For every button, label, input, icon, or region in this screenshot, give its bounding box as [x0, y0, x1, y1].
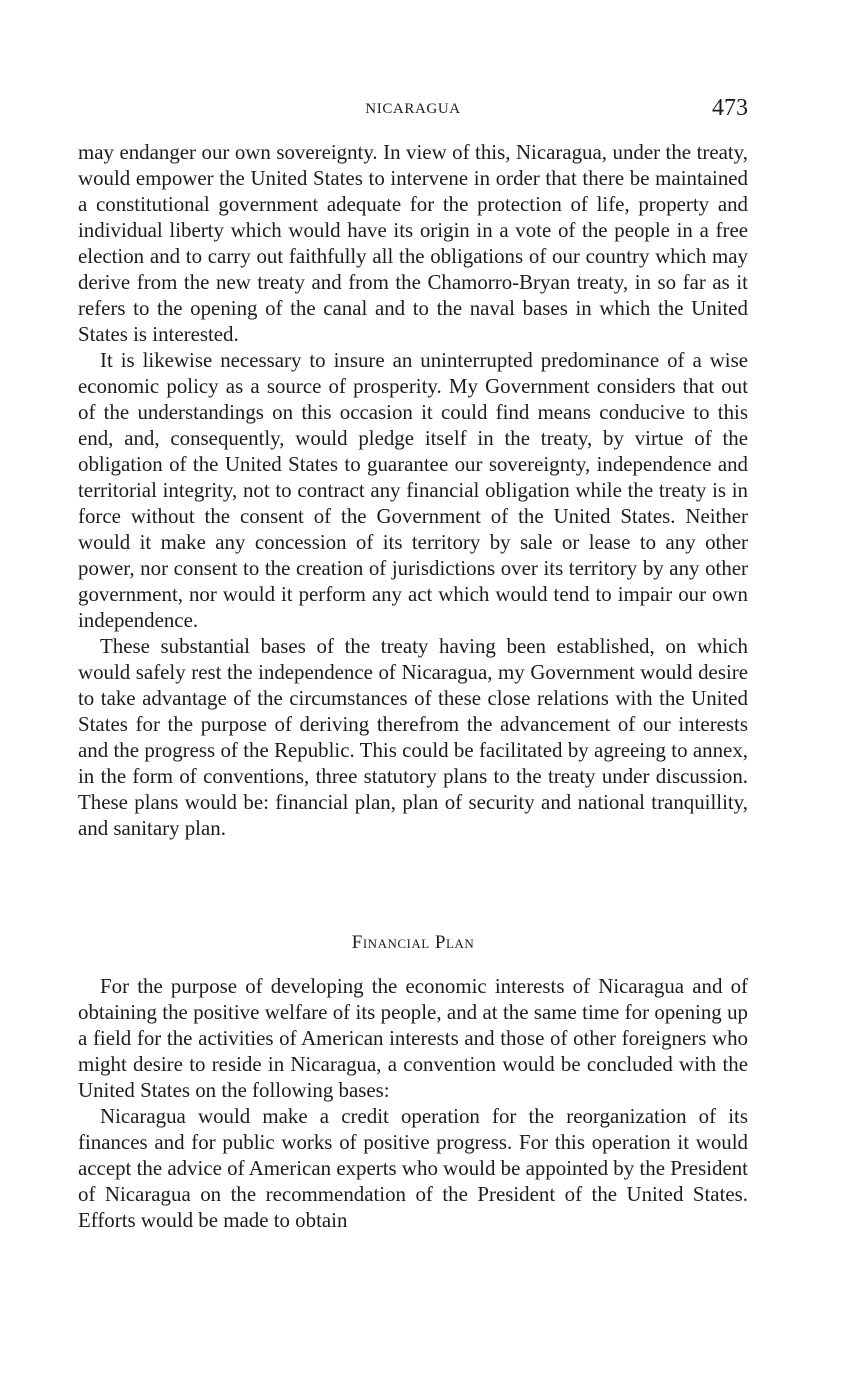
body-text-bottom: [78, 973, 748, 1233]
body-text-top: [78, 139, 748, 841]
section-heading: Financial Plan: [351, 932, 475, 953]
paragraph: For the purpose of developing the economic interests of Nicaragua and of obtaining the positive welfare of its people, and at the same time for opening up a field for the activities of American interests and those of other foreigners who might desire to reside in Nicaragua, a convention would be concluded with the United States on the following bases:: [78, 974, 748, 1102]
paragraph: Nicaragua would make a credit operation for the reorganization of its finances and for public works of positive progress. For this operation it would accept the advice of American experts who would be appointed by the President of Nicaragua on the recommendation of the President of the United States. Efforts would be made to obtain: [78, 1104, 748, 1232]
running-title: NICARAGUA: [365, 101, 461, 117]
running-head: [78, 95, 748, 121]
paragraph: may endanger our own sovereignty. In view of this, Nicaragua, under the treaty, would empower the United States to intervene in order that there be maintained a constitutional government adequate for the protection of life, property and individual liberty which would have its origin in a vote of the people in a free election and to carry out faithfully all the obligations of our country which may derive from the new treaty and from the Chamorro-Bryan treaty, in so far as it refers to the opening of the canal and to the naval bases in which the United States is interested.: [78, 140, 748, 346]
page-number: 473: [712, 95, 748, 121]
paragraph: These substantial bases of the treaty having been established, on which would safely rest the independence of Nicaragua, my Government would desire to take advantage of the circumstances of these close relations with the United States for the purpose of deriving therefrom the advancement of our interests and the progress of the Republic. This could be facilitated by agreeing to annex, in the form of conventions, three statutory plans to the treaty under discussion. These plans would be: financial plan, plan of security and national tranquillity, and sanitary plan.: [78, 634, 748, 840]
paragraph: It is likewise necessary to insure an uninterrupted predominance of a wise economic policy as a source of prosperity. My Government considers that out of the understandings on this occasion it could find means conducive to this end, and, consequently, would pledge itself in the treaty, by virtue of the obligation of the United States to guarantee our sovereignty, independence and territorial integrity, not to contract any financial obligation while the treaty is in force without the consent of the Government of the United States. Neither would it make any concession of its territory by sale or lease to any other power, nor consent to the creation of jurisdictions over its territory by any other government, nor would it perform any act which would tend to impair our own independence.: [78, 348, 748, 632]
